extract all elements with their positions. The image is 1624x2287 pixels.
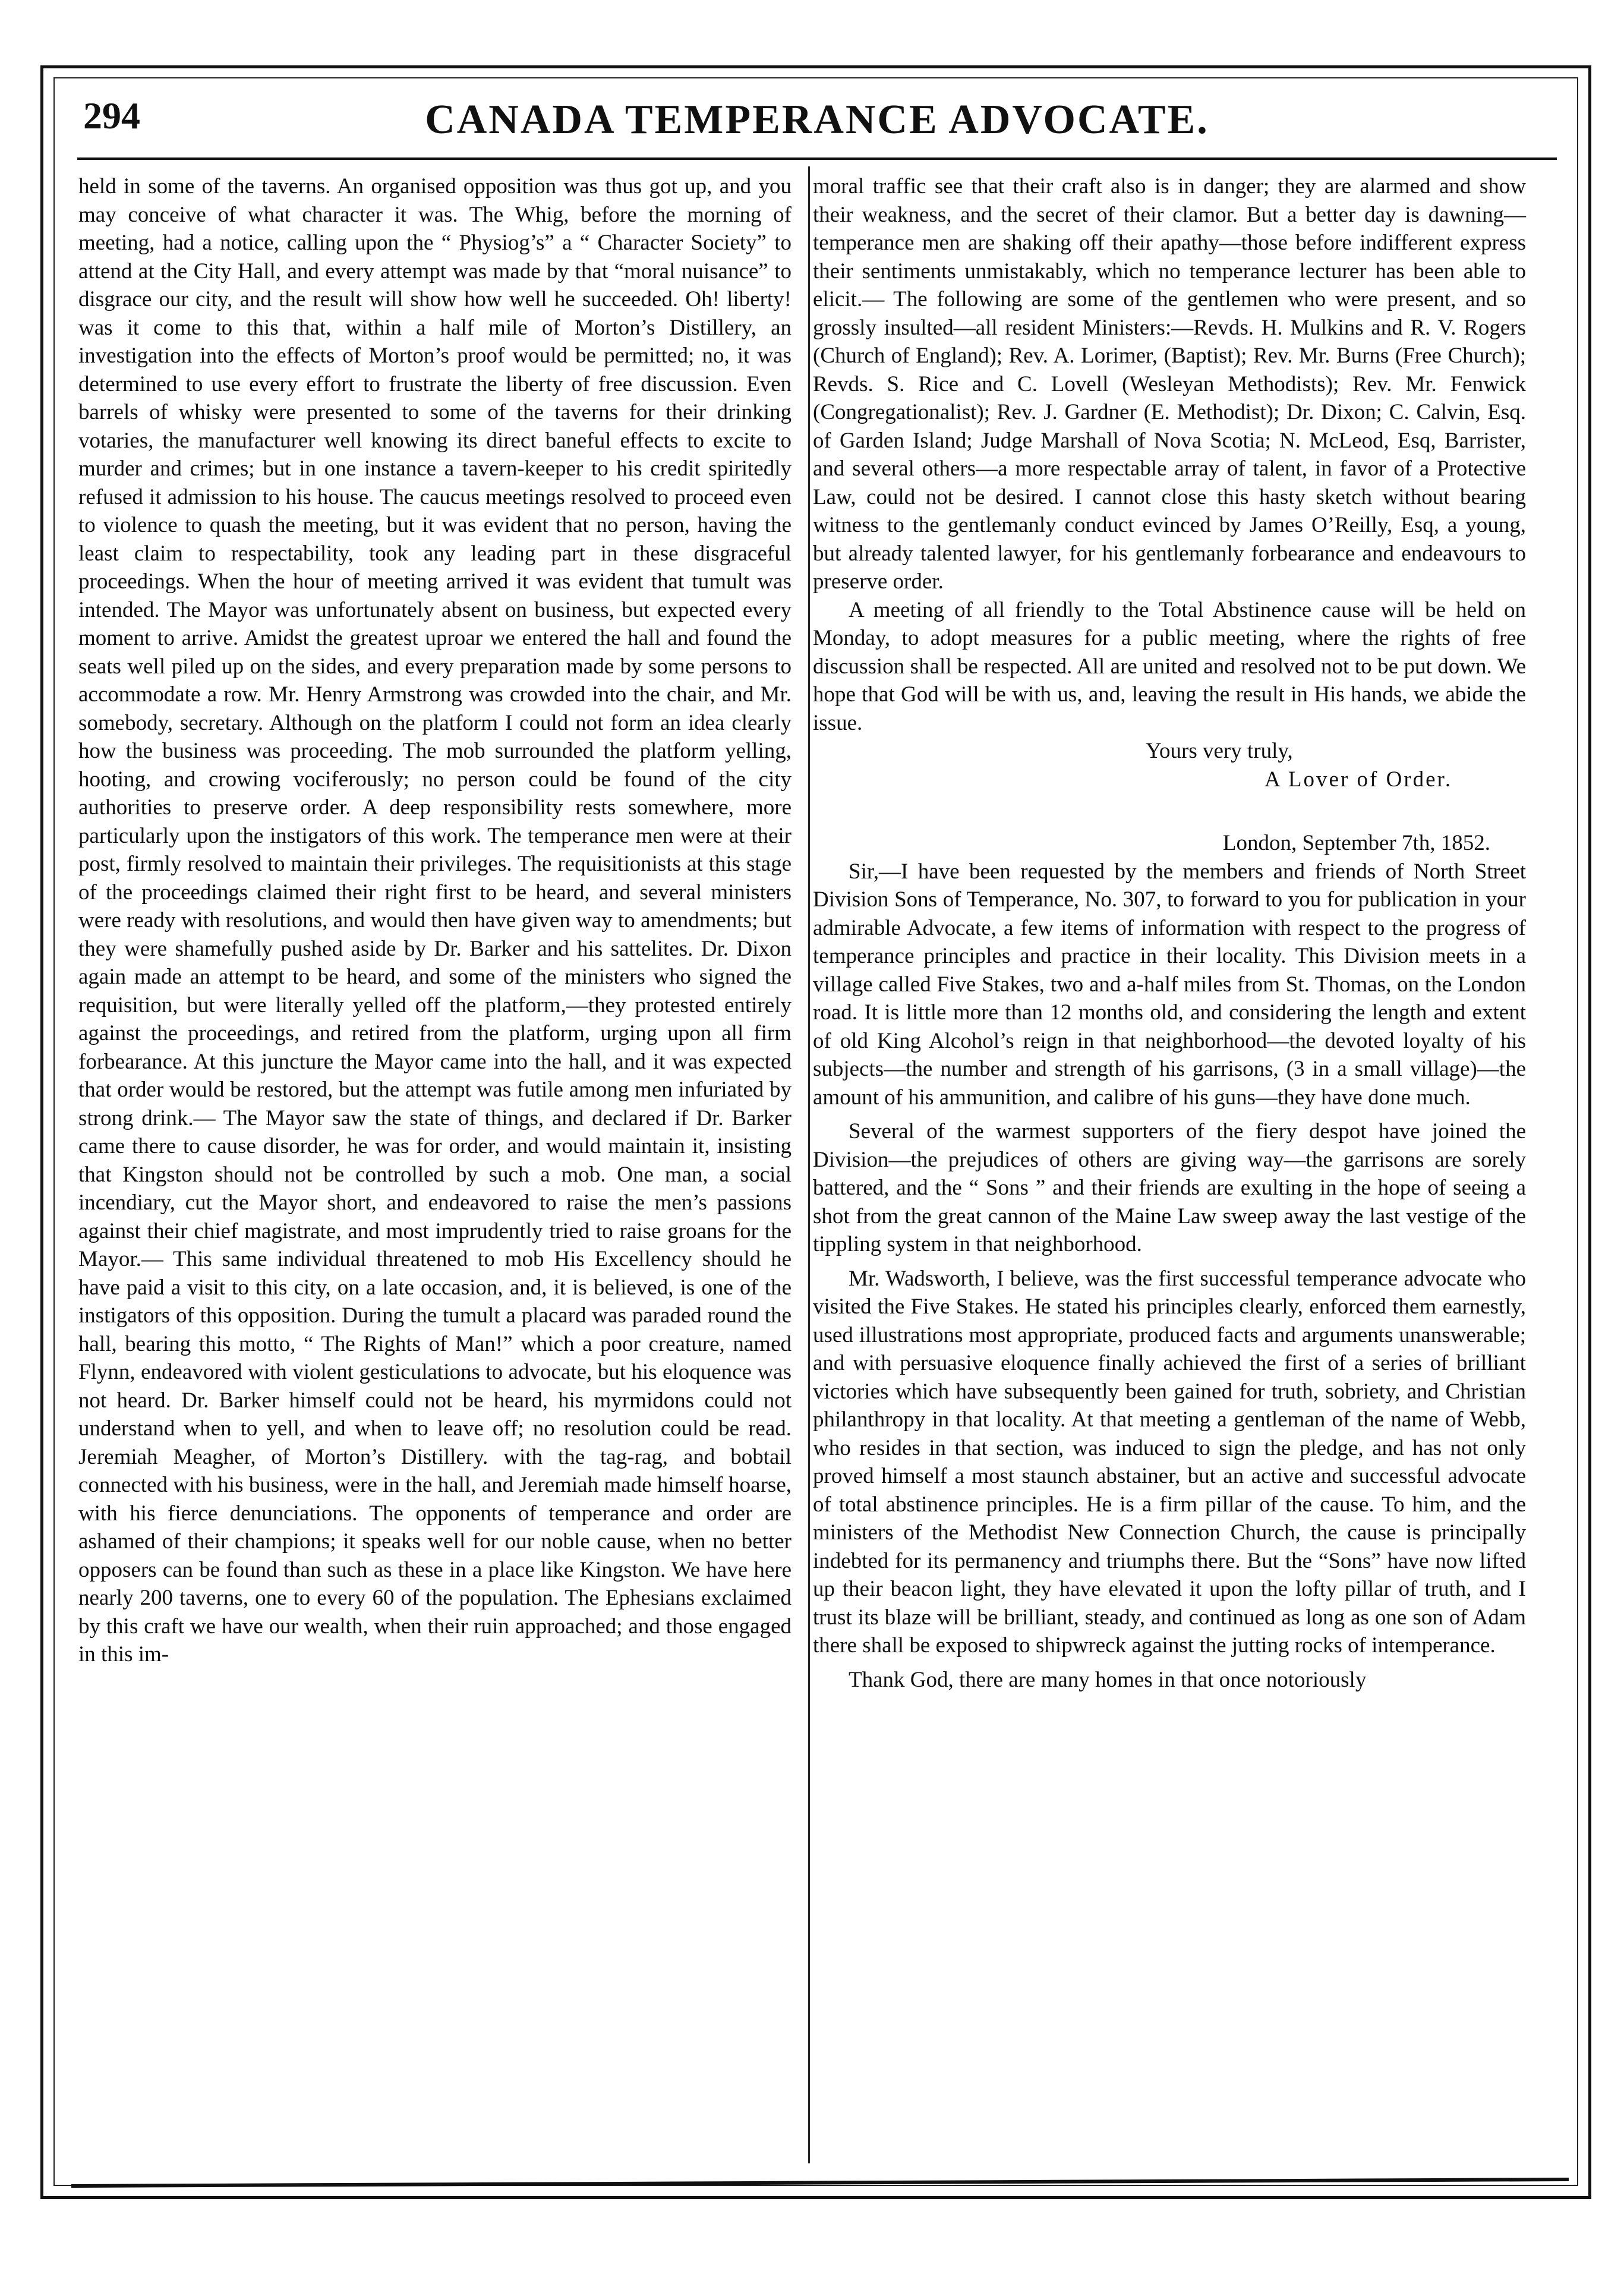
- letter-paragraph: Several of the warmest supporters of the fiery despot have joined the Division—the prejudices of others are giving way—the garrisons are sorely battered, and the “ Sons ” and their friends are exulting in the hope of seeing a shot from the great cannon of the Maine Law sweep away the last vestige of the tippling system in that neighborhood.: [813, 1119, 1526, 1256]
- left-column: [78, 172, 791, 1669]
- section-gap: [813, 793, 1526, 829]
- letter-dateline: London, September 7th, 1852.: [1222, 831, 1490, 855]
- letter-signature: A Lover of Order.: [1264, 767, 1453, 792]
- page-title: CANADA TEMPERANCE ADVOCATE.: [425, 97, 1209, 143]
- column-divider: [808, 166, 810, 2163]
- letter-paragraph: Mr. Wadsworth, I believe, was the first successful temperance advocate who visited the Five Stakes. He stated his principles clearly, enforced them earnestly, used illustrations most appropriate, produced facts and arguments unanswerable; and with persuasive eloquence finally achieved the first of a series of brilliant victories which have subsequently been gained for truth, sobriety, and Christian philanthropy in that locality. At that meeting a gentleman of the name of Webb, who resides in that section, was induced to sign the pledge, and has not only proved himself a most staunch abstainer, but an active and successful advocate of total abstinence principles. He is a firm pillar of the cause. To him, and the ministers of the Methodist New Connection Church, the cause is principally indebted for its permanency and triumphs there. But the “Sons” have now lifted up their beacon light, they have elevated it upon the lofty pillar of truth, and I trust its blaze will be brilliant, steady, and continued as long as one son of Adam there shall be exposed to shipwreck against the jutting rocks of intemperance.: [813, 1266, 1526, 1658]
- page-header: [83, 89, 1551, 155]
- letter-paragraph: Thank God, there are many homes in that once notoriously: [849, 1667, 1367, 1692]
- article-paragraph: held in some of the taverns. An organised opposition was thus got up, and you may conceive of what character it was. The Whig, before the morning of meeting, had a notice, calling upon the “ Physiog’s” a “ Character Society” to attend at the City Hall, and every attempt was made by that “moral nuisance” to disgrace our city, and the result will show how well he succeeded. Oh! liberty! was it come to this that, within a half mile of Morton’s Distillery, an investigation into the effects of Morton’s proof would be permitted; no, it was determined to use every effort to frustrate the liberty of free discussion. Even barrels of whisky were presented to some of the taverns for their drinking votaries, the manufacturer well knowing its direct baneful effects to excite to murder and crimes; but in one instance a tavern-keeper to his credit spiritedly refused it admission to his house. The caucus meetings resolved to proceed even to violence to quash the meeting, but it was evident that no person, having the least claim to respectability, took any leading part in these disgraceful proceedings. When the hour of meeting arrived it was evident that tumult was intended. The Mayor was unfortunately absent on business, but expected every moment to arrive. Amidst the greatest uproar we entered the hall and found the seats well piled up on the sides, and every preparation made by some persons to accommodate a row. Mr. Henry Armstrong was crowded into the chair, and Mr. somebody, secretary. Although on the platform I could not form an idea clearly how the business was proceeding. The mob surrounded the platform yelling, hooting, and crowing vociferously; no person could be found of the city authorities to preserve order. A deep responsibility rests somewhere, more particularly upon the instigators of this work. The temperance men were at their post, firmly resolved to maintain their privileges. The requisitionists at this stage of the proceedings claimed their right first to be heard, and several ministers were ready with resolutions, and would then have given way to amendments; but they were shamefully pushed aside by Dr. Barker and his sattelites. Dr. Dixon again made an attempt to be heard, and some of the ministers who signed the requisition, but were literally yelled off the platform,—they protested entirely against the proceedings, and retired from the platform, urging upon all firm forbearance. At this juncture the Mayor came into the hall, and it was expected that order would be restored, but the attempt was futile among men infuriated by strong drink.— The Mayor saw the state of things, and declared if Dr. Barker came there to cause disorder, he was for order, and would maintain it, insisting that Kingston should not be controlled by such a mob. One man, a social incendiary, cut the Mayor short, and endeavored to raise the men’s passions against their chief magistrate, and most imprudently tried to raise groans for the Mayor.— This same individual threatened to mob His Excellency should he have paid a visit to this city, on a late occasion, and, it is believed, is one of the instigators of this opposition. During the tumult a placard was paraded round the hall, bearing this motto, “ The Rights of Man!” which a poor creature, named Flynn, endeavored with violent gesticulations to advocate, but his eloquence was not heard. Dr. Barker himself could not be heard, his myrmidons could not understand when to yell, and when to leave off; no resolution could be read. Jeremiah Meagher, of Morton’s Distillery. with the tag-rag, and bobtail connected with his business, were in the hall, and Jeremiah made himself hoarse, with his fierce denunciations. The opponents of temperance and order are ashamed of their champions; it speaks well for our noble cause, when no better opposers can be found than such as these in a place like Kingston. We have here nearly 200 taverns, one to every 60 of the population. The Ephesians exclaimed by this craft we have our wealth, when their ruin approached; and those engaged in this im-: [78, 174, 791, 1667]
- letter-paragraph: Sir,—I have been requested by the members and friends of North Street Division Sons of Temperance, No. 307, to forward to you for publication in your admirable Advocate, a few items of information with respect to the progress of temperance principles and practice in their locality. This Division meets in a village called Five Stakes, two and a-half miles from St. Thomas, on the London road. It is little more than 12 months old, and considering the length and extent of old King Alcohol’s reign in that neighborhood—the devoted loyalty of his subjects—the number and strength of his garrisons, (3 in a small village)—the amount of his ammunition, and calibre of his guns—they have done much.: [813, 859, 1526, 1110]
- paragraph-gap: [813, 1111, 1526, 1117]
- paragraph-gap: [813, 1259, 1526, 1265]
- article-paragraph: A meeting of all friendly to the Total Abstinence cause will be held on Monday, to adopt measures for a public meeting, where the rights of free discussion shall be respected. All are united and resolved not to be put down. We hope that God will be with us, and, leaving the result in His hands, we abide the issue.: [813, 597, 1526, 735]
- page-number: 294: [83, 94, 140, 137]
- letter-closing: Yours very truly,: [1146, 739, 1293, 763]
- article-paragraph: moral traffic see that their craft also is in danger; they are alarmed and show their weakness, and the secret of their clamor. But a better day is dawning—temperance men are shaking off their apathy—those before indifferent express their sentiments unmistakably, which no temperance lecturer has been able to elicit.— The following are some of the gentlemen who were present, and so grossly insulted—all resident Ministers:—Revds. H. Mulkins and R. V. Rogers (Church of England); Rev. A. Lorimer, (Baptist); Rev. Mr. Burns (Free Church); Revds. S. Rice and C. Lovell (Wesleyan Methodists); Rev. Mr. Fenwick (Congregationalist); Rev. J. Gardner (E. Methodist); Dr. Dixon; C. Calvin, Esq. of Garden Island; Judge Marshall of Nova Scotia; N. McLeod, Esq, Barrister, and several others—a more respectable array of talent, in favor of a Protective Law, could not be desired. I cannot close this hasty sketch without bearing witness to the gentlemanly conduct evinced by James O’Reilly, Esq, a young, but already talented lawyer, for his gentlemanly forbearance and endeavours to preserve order.: [813, 174, 1526, 594]
- right-column: [813, 172, 1526, 1694]
- paragraph-gap: [813, 1660, 1526, 1666]
- header-rule: [77, 157, 1557, 160]
